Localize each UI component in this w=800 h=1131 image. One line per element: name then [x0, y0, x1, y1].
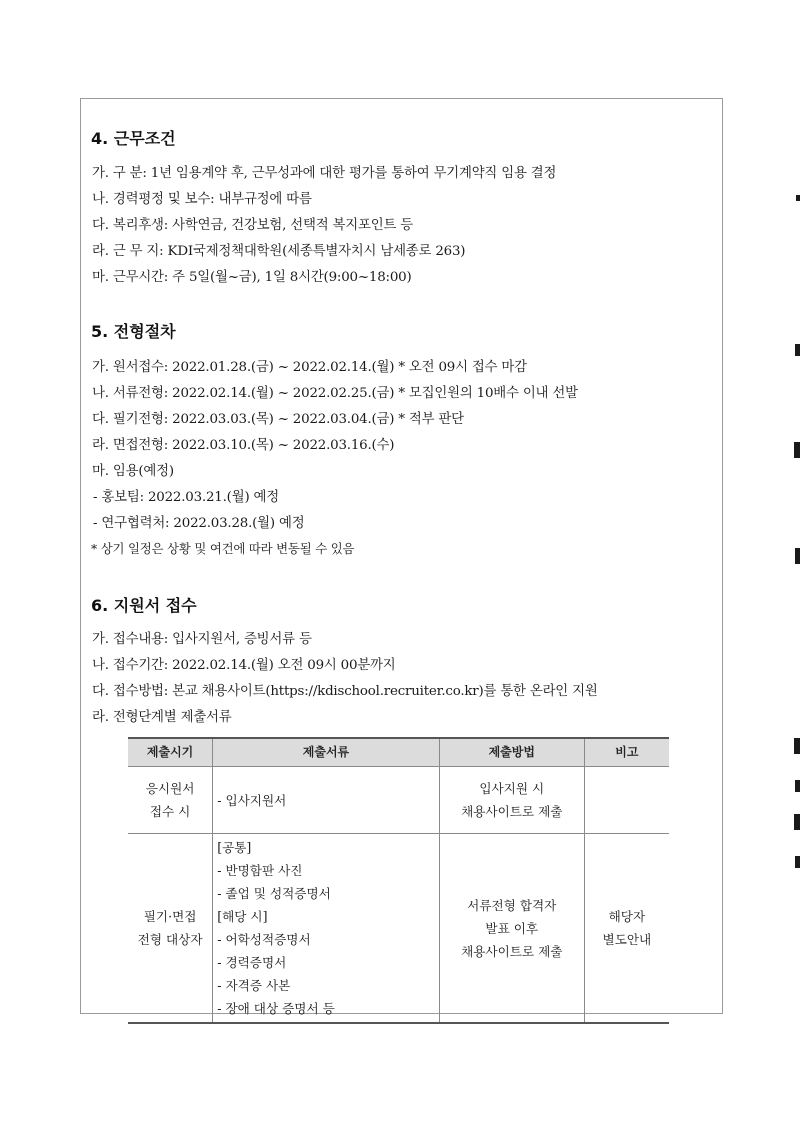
row2-method-line: 채용사이트로 제출	[461, 943, 563, 959]
edge-fragment	[795, 548, 800, 564]
section-4-item-na: 나. 경력평정 및 보수: 내부규정에 따름	[92, 192, 312, 207]
edge-fragment	[794, 814, 800, 830]
table-header-row	[128, 738, 669, 767]
row2-method-line: 서류전형 합격자	[467, 897, 557, 913]
row1-method-cell	[439, 767, 584, 834]
row2-timing-cell	[128, 834, 213, 1024]
row2-document-item: - 자격증 사본	[217, 978, 291, 993]
row2-documents-cell	[213, 834, 440, 1024]
section-5-item-na: 나. 서류전형: 2022.02.14.(월) ~ 2022.02.25.(금) * 모집인원의 10배수 이내 선발	[92, 386, 578, 401]
header-remark: 비고	[584, 738, 669, 767]
edge-fragment	[795, 780, 800, 792]
row2-document-item: - 어학성적증명서	[217, 932, 311, 947]
row2-remark-line: 해당자	[608, 909, 646, 924]
row2-document-item: [공통]	[217, 840, 252, 855]
edge-fragment	[794, 738, 800, 754]
section-4-item-ra: 라. 근 무 지: KDI국제정책대학원(세종특별자치시 남세종로 263)	[92, 244, 466, 259]
section-6-item-da: 다. 접수방법: 본교 채용사이트(https://kdischool.recruiter.co.kr)를 통한 온라인 지원	[92, 684, 598, 699]
row2-timing-line: 전형 대상자	[137, 932, 203, 947]
section-6-item-na: 나. 접수기간: 2022.02.14.(월) 오전 09시 00분까지	[92, 658, 396, 673]
row1-timing-cell	[128, 767, 213, 834]
row1-remark-cell	[584, 767, 669, 834]
row2-method-cell	[439, 834, 584, 1024]
section-5-item-ma: 마. 임용(예정)	[92, 464, 174, 479]
document-page	[80, 98, 723, 1014]
header-documents: 제출서류	[213, 738, 440, 767]
submission-documents-table	[128, 737, 669, 1024]
row1-method-line: 채용사이트로 제출	[461, 804, 563, 819]
row1-timing-line: 접수 시	[149, 804, 191, 819]
row1-documents-cell	[213, 767, 440, 834]
section-5-item-da: 다. 필기전형: 2022.03.03.(목) ~ 2022.03.04.(금) * 적부 판단	[92, 412, 464, 427]
row2-method-line: 발표 이후	[485, 920, 539, 936]
row2-document-item: - 반명함판 사진	[217, 863, 303, 878]
section-4-item-da: 다. 복리후생: 사학연금, 건강보험, 선택적 복지포인트 등	[92, 218, 413, 233]
section-5-item-ra: 라. 면접전형: 2022.03.10.(목) ~ 2022.03.16.(수)	[92, 438, 395, 453]
row2-document-item: - 경력증명서	[217, 955, 287, 970]
row1-timing-line: 응시원서	[145, 781, 195, 796]
header-timing: 제출시기	[128, 738, 213, 767]
section-5-note: * 상기 일정은 상황 및 여건에 따라 변동될 수 있음	[91, 541, 355, 556]
row2-remark-line: 별도안내	[602, 932, 652, 947]
row2-document-item: - 장애 대상 증명서 등	[217, 1001, 335, 1016]
section-6-item-ra: 라. 전형단계별 제출서류	[92, 710, 232, 725]
table-row	[128, 767, 669, 834]
header-method: 제출방법	[439, 738, 584, 767]
row1-document-item: - 입사지원서	[217, 792, 287, 808]
row2-document-item: - 졸업 및 성적증명서	[217, 886, 331, 901]
section-5-heading: 5. 전형절차	[91, 322, 176, 341]
section-5-item-ga: 가. 원서접수: 2022.01.28.(금) ~ 2022.02.14.(월) * 오전 09시 접수 마감	[92, 360, 527, 375]
row2-document-item: [해당 시]	[217, 909, 268, 924]
section-5-sub-research: - 연구협력처: 2022.03.28.(월) 예정	[93, 516, 305, 531]
row2-timing-line: 필기·면접	[143, 909, 197, 924]
section-4-item-ma: 마. 근무시간: 주 5일(월~금), 1일 8시간(9:00~18:00)	[92, 270, 412, 285]
section-5-sub-pr-team: - 홍보팀: 2022.03.21.(월) 예정	[93, 490, 279, 505]
row1-method-line: 입사지원 시	[479, 781, 545, 796]
section-6-heading: 6. 지원서 접수	[91, 596, 197, 615]
edge-fragment	[796, 195, 800, 201]
edge-fragment	[795, 856, 800, 868]
section-4-heading: 4. 근무조건	[91, 129, 176, 148]
section-4-item-ga: 가. 구 분: 1년 임용계약 후, 근무성과에 대한 평가를 통하여 무기계약직 임용 결정	[92, 166, 557, 181]
edge-fragment	[794, 442, 800, 458]
section-6-item-ga: 가. 접수내용: 입사지원서, 증빙서류 등	[92, 632, 312, 647]
edge-fragment	[795, 344, 800, 356]
table-row	[128, 834, 669, 1024]
row2-remark-cell	[584, 834, 669, 1024]
